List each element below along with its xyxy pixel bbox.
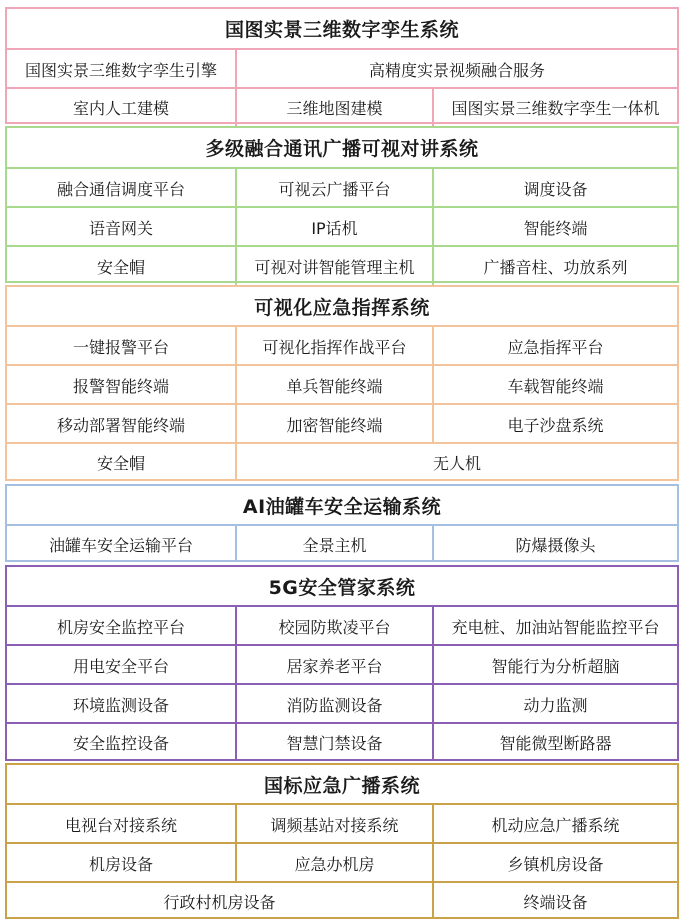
section-row <box>7 644 677 685</box>
section-cell: 终端设备 <box>432 883 677 919</box>
section-cell: 防爆摄像头 <box>432 526 677 562</box>
section-cell: 电视台对接系统 <box>64 816 177 835</box>
section-cell: 用电安全平台 <box>72 657 169 676</box>
section-emergency-broadcast <box>5 763 679 919</box>
section-cell: 校园防欺凌平台 <box>235 607 432 646</box>
section-cell: 国图实景三维数字孪生引擎 <box>24 61 217 80</box>
section-row <box>7 605 677 646</box>
section-title: AI油罐车安全运输系统 <box>242 495 442 518</box>
section-cell: 可视云广播平台 <box>235 169 432 208</box>
section-cell: 安全监控设备 <box>72 734 169 753</box>
section-cell: 无人机 <box>235 444 677 481</box>
section-cell: 智能微型断路器 <box>432 724 677 761</box>
section-cell: 高精度实景视频融合服务 <box>235 50 677 89</box>
section-cell: 全景主机 <box>235 526 432 562</box>
section-row <box>7 803 677 844</box>
section-cell: 机动应急广播系统 <box>432 805 677 844</box>
section-cell: 应急办机房 <box>235 844 432 883</box>
section-row <box>7 245 677 285</box>
section-row <box>7 442 677 481</box>
section-cell: 智能行为分析超脑 <box>432 646 677 685</box>
section-row <box>7 206 677 247</box>
section-cell: 充电桩、加油站智能监控平台 <box>432 607 677 646</box>
section-cell: 一键报警平台 <box>72 338 169 357</box>
section-cell: 机房设备 <box>88 855 153 874</box>
section-cell: 移动部署智能终端 <box>56 416 185 435</box>
section-cell: 电子沙盘系统 <box>432 405 677 444</box>
section-cell: 单兵智能终端 <box>235 366 432 405</box>
section-title: 多级融合通讯广播可视对讲系统 <box>205 138 479 160</box>
section-row <box>7 48 677 89</box>
section-cell: 应急指挥平台 <box>432 327 677 366</box>
section-cell: 智能终端 <box>432 208 677 247</box>
section-cell: 环境监测设备 <box>72 696 169 715</box>
section-cell: 机房安全监控平台 <box>56 618 185 637</box>
section-cell: IP话机 <box>235 208 432 247</box>
section-cell: 车载智能终端 <box>432 366 677 405</box>
section-row <box>7 364 677 405</box>
section-cell: 语音网关 <box>88 219 153 238</box>
section-cell: 室内人工建模 <box>72 99 169 118</box>
section-broadcast-intercom <box>5 126 679 283</box>
section-cell: 加密智能终端 <box>235 405 432 444</box>
section-row <box>7 87 677 126</box>
section-row <box>7 842 677 883</box>
section-cell: 国图实景三维数字孪生一体机 <box>432 89 677 126</box>
section-cell: 调频基站对接系统 <box>235 805 432 844</box>
section-row <box>7 881 677 919</box>
section-cell: 居家养老平台 <box>235 646 432 685</box>
section-cell: 消防监测设备 <box>235 685 432 724</box>
section-cell: 报警智能终端 <box>72 377 169 396</box>
section-cell: 三维地图建模 <box>235 89 432 126</box>
section-cell: 行政村机房设备 <box>163 892 276 912</box>
section-title: 5G安全管家系统 <box>268 576 416 599</box>
section-title: 国标应急广播系统 <box>263 774 420 797</box>
section-cell: 可视对讲智能管理主机 <box>235 247 432 285</box>
section-cell: 智慧门禁设备 <box>235 724 432 761</box>
section-title: 可视化应急指挥系统 <box>254 296 430 319</box>
section-tanker-transport <box>5 484 679 562</box>
section-cell: 乡镇机房设备 <box>432 844 677 883</box>
section-cell: 安全帽 <box>96 257 145 277</box>
section-cell: 油罐车安全运输平台 <box>48 535 193 555</box>
section-row <box>7 524 677 562</box>
section-row <box>7 167 677 208</box>
section-emergency-command <box>5 285 679 481</box>
section-cell: 动力监测 <box>432 685 677 724</box>
section-row <box>7 325 677 366</box>
section-cell: 安全帽 <box>96 454 145 473</box>
section-row <box>7 722 677 761</box>
section-cell: 可视化指挥作战平台 <box>235 327 432 366</box>
section-row <box>7 403 677 444</box>
section-5g-security <box>5 565 679 761</box>
section-cell: 广播音柱、功放系列 <box>432 247 677 285</box>
section-cell: 调度设备 <box>432 169 677 208</box>
section-digital-twin <box>5 7 679 124</box>
section-cell: 融合通信调度平台 <box>56 180 185 199</box>
section-title: 国图实景三维数字孪生系统 <box>224 19 459 41</box>
section-row <box>7 683 677 724</box>
